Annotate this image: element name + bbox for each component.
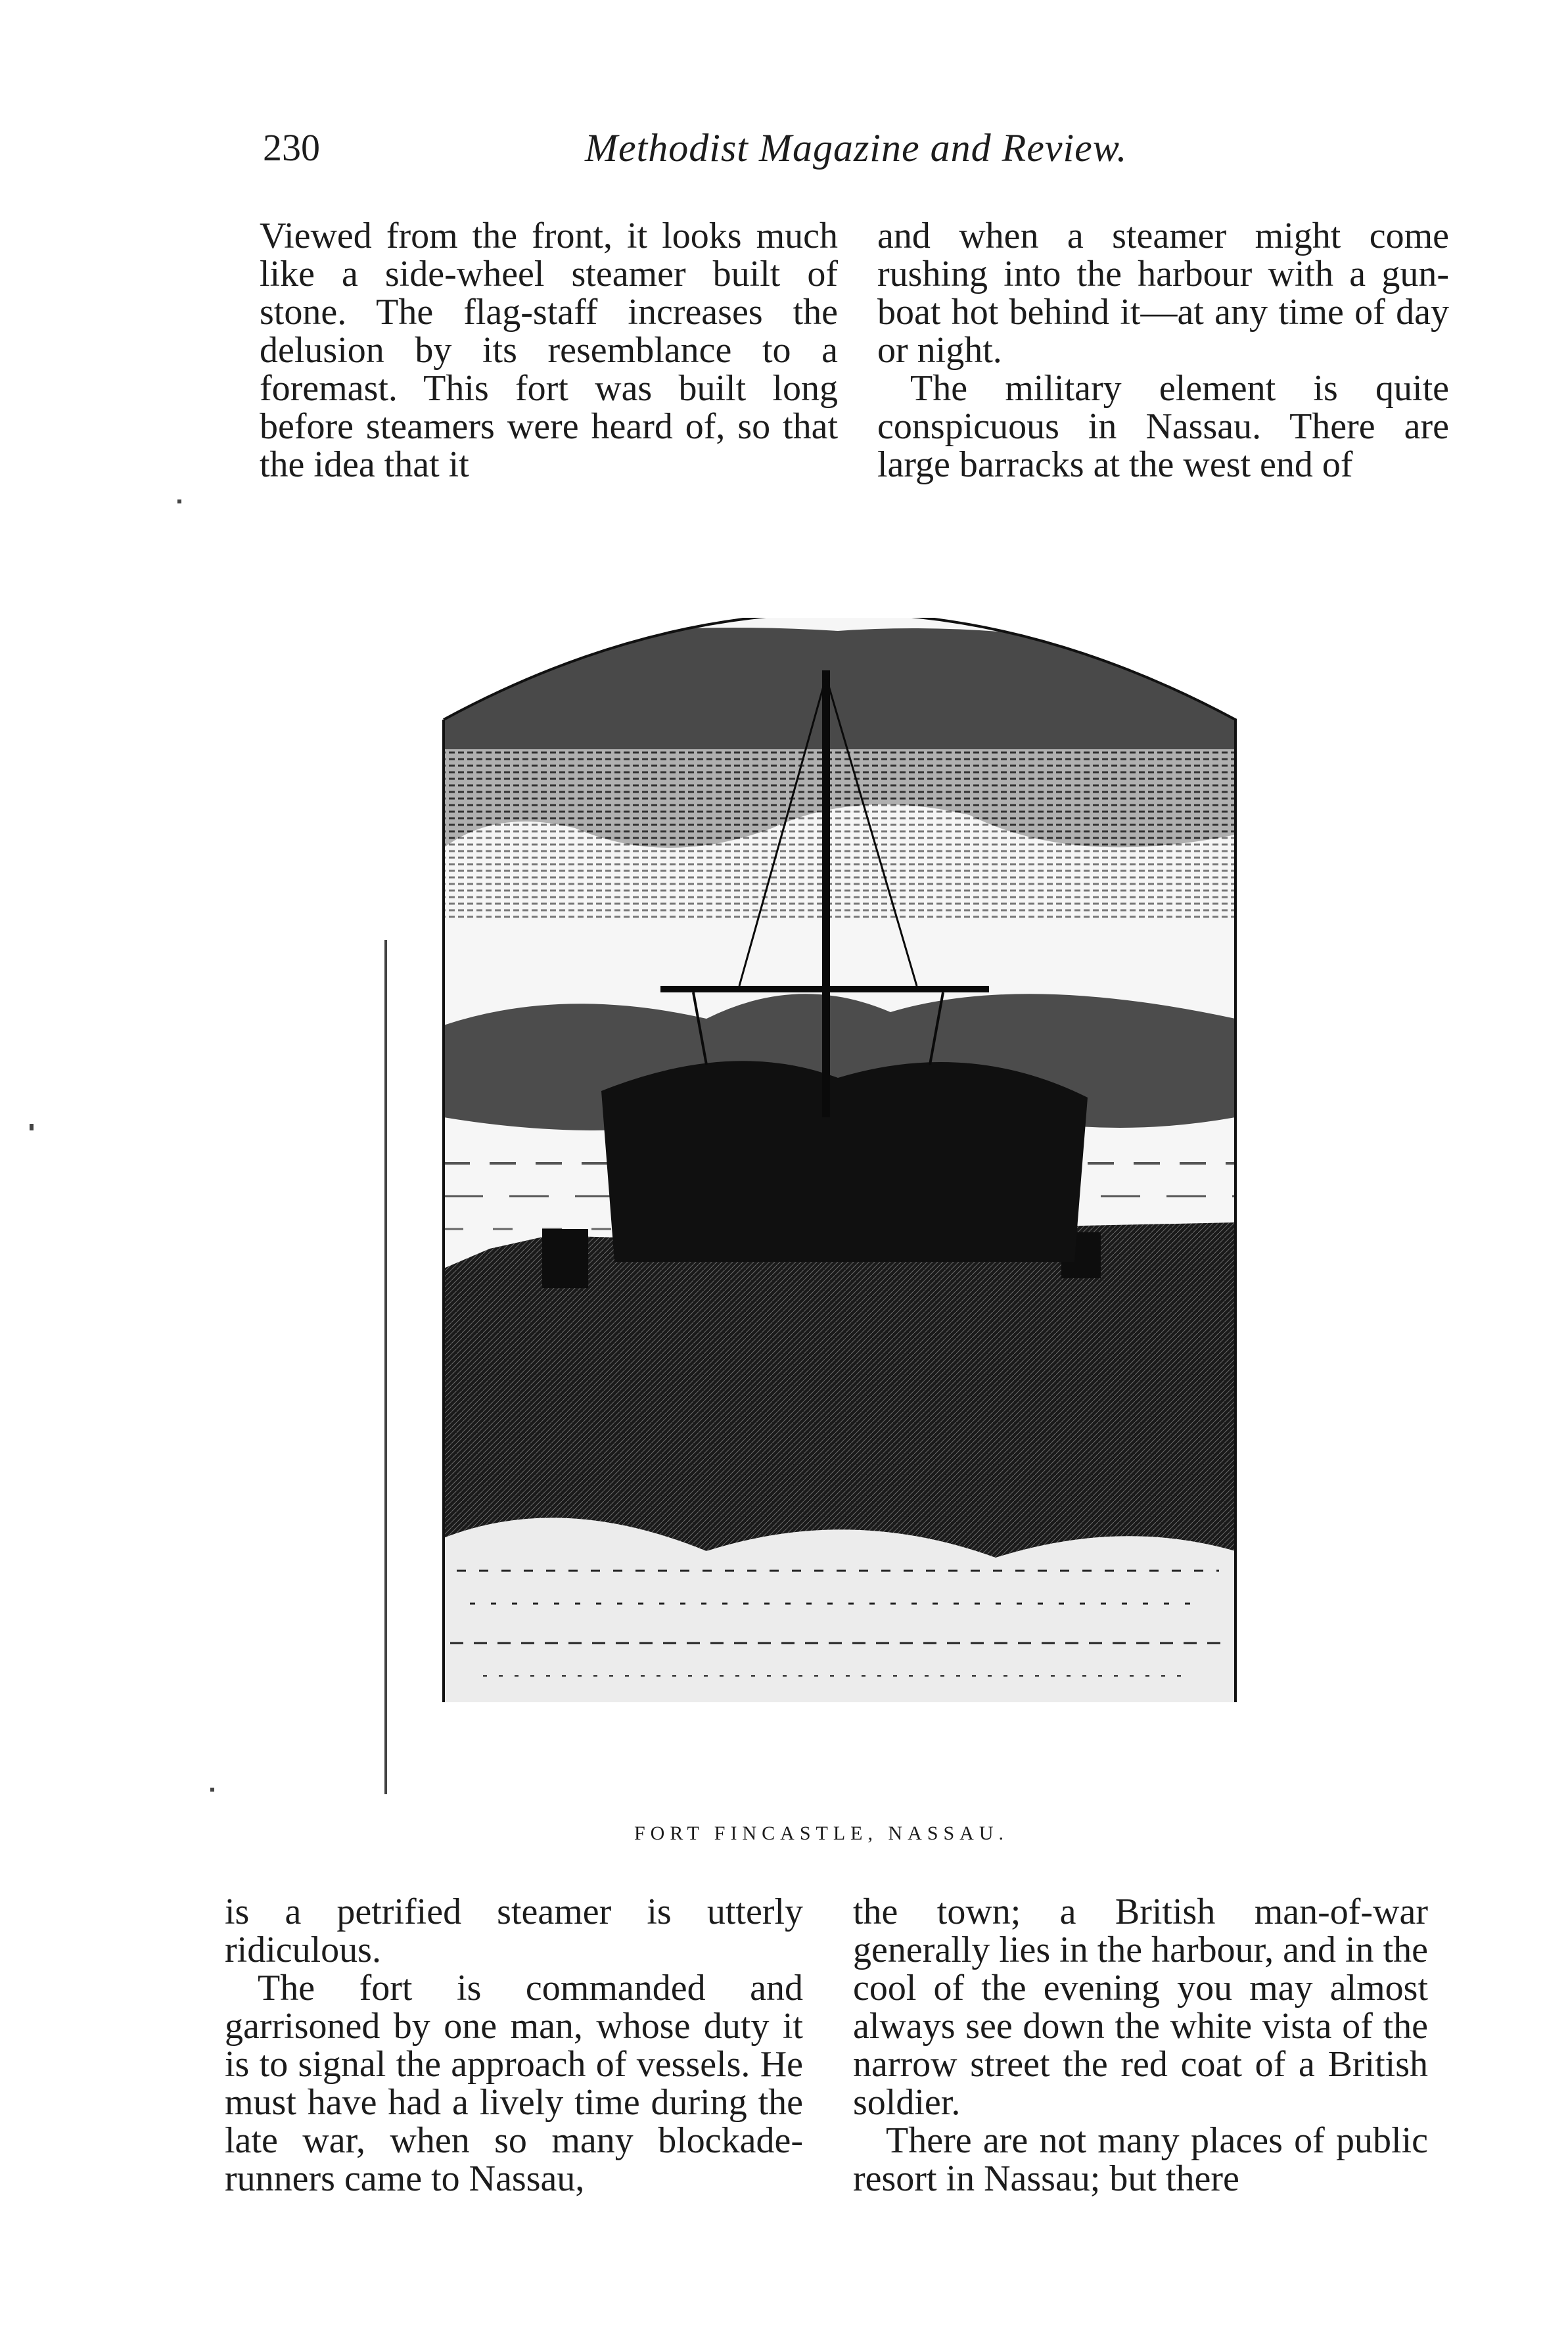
paragraph: the town; a British man-of-war generally lies in the harbour, and in the cool of the evening you may almost always see down the white vista of the narrow street the red coat of a British soldier.: [853, 1891, 1428, 2123]
paragraph: The military element is quite conspicuous in Nassau. There are large barracks at the west end of: [877, 368, 1449, 485]
bottom-right-column: [853, 1893, 1428, 2198]
fort-engraving: [430, 618, 1249, 1761]
page-number: 230: [263, 126, 320, 169]
bottom-left-column: [225, 1893, 803, 2198]
margin-rule: [384, 940, 387, 1794]
top-left-column: [260, 217, 838, 484]
paragraph: is a petrified steamer is utterly ridiculous.: [225, 1891, 803, 1970]
paragraph: The fort is commanded and garrisoned by one man, whose duty it is to signal the approach of vessels. He must have had a lively time during the late war, when so many blockade-runners came to Nassau,: [225, 1968, 803, 2199]
paragraph: Viewed from the front, it looks much like a side-wheel steamer built of stone. The flag-staff increases the delusion by its resemblance to a foremast. This fort was built long before steamers were heard of, so that the idea that it: [260, 216, 838, 485]
top-right-column: [877, 217, 1449, 484]
paragraph: There are not many places of public resort in Nassau; but there: [853, 2120, 1428, 2199]
margin-speck: [177, 499, 181, 503]
figure-caption: FORT FINCASTLE, NASSAU.: [634, 1822, 1009, 1844]
margin-speck: [210, 1788, 214, 1792]
paragraph: and when a steamer might come rushing into the harbour with a gun-boat hot behind it—at any time of day or night.: [877, 216, 1449, 371]
margin-speck: [30, 1124, 34, 1130]
page-header: [263, 122, 1183, 181]
running-title: Methodist Magazine and Review.: [585, 126, 1128, 170]
